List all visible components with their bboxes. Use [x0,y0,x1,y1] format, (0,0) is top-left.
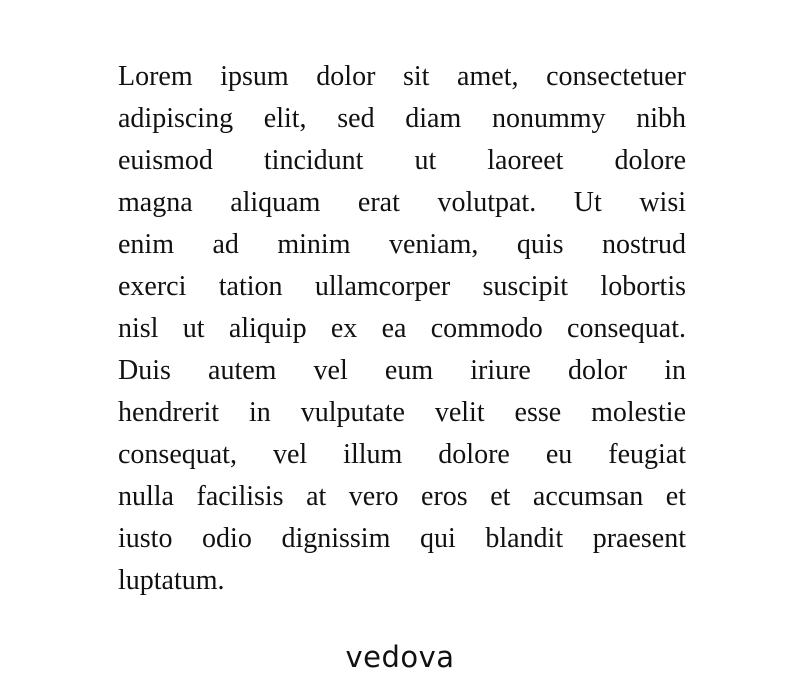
text-line: nulla facilisis at vero eros et accumsan et [118,481,686,512]
text-line: iusto odio dignissim qui blandit praesent [118,523,686,554]
text-line: Lorem ipsum dolor sit amet, consectetuer [118,61,686,92]
text-line: magna aliquam erat volutpat. Ut wisi [118,187,686,218]
text-line: Duis autem vel eum iriure dolor in [118,355,686,386]
text-line: euismod tincidunt ut laoreet dolore [118,145,686,176]
text-line: hendrerit in vulputate velit esse molestie [118,397,686,428]
text-line: adipiscing elit, sed diam nonummy nibh [118,103,686,134]
text-line: luptatum. [118,565,225,596]
text-line: exerci tation ullamcorper suscipit lobortis [118,271,686,302]
text-line: nisl ut aliquip ex ea commodo consequat. [118,313,686,344]
body-paragraph [118,56,686,602]
text-line: consequat, vel illum dolore eu feugiat [118,439,686,470]
text-line: enim ad minim veniam, quis nostrud [118,229,686,260]
vedova-logo: vedova [345,640,455,674]
